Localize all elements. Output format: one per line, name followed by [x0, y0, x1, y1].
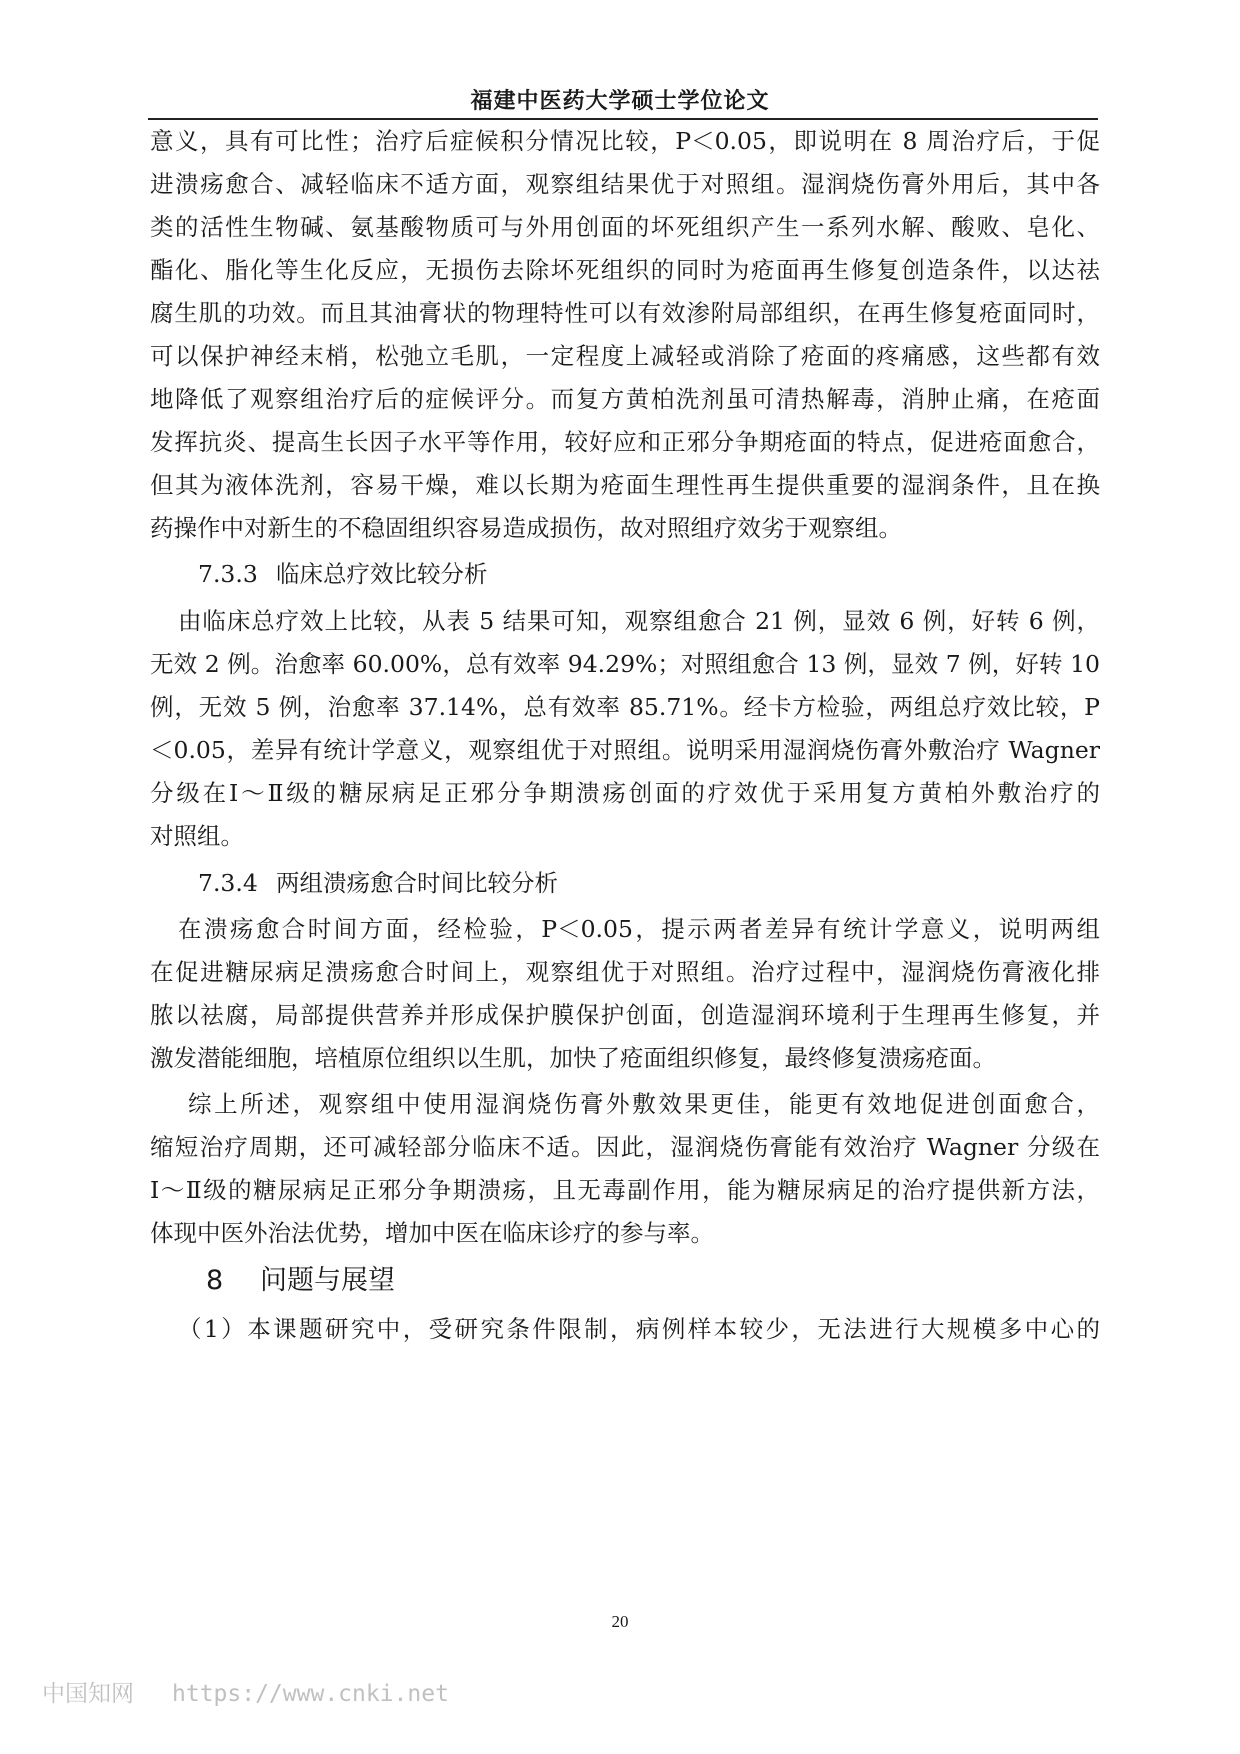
- paragraph-line: 药操作中对新生的不稳固组织容易造成损伤，故对照组疗效劣于观察组。: [150, 514, 902, 542]
- paragraph-line: 体现中医外治法优势，增加中医在临床诊疗的参与率。: [150, 1219, 714, 1247]
- paragraph-line: 缩短治疗周期，还可减轻部分临床不适。因此，湿润烧伤膏能有效治疗 Wagner 分级在: [150, 1133, 1100, 1161]
- section-number: 8: [206, 1265, 224, 1296]
- paragraph-line: （1）本课题研究中，受研究条件限制，病例样本较少，无法进行大规模多中心的: [178, 1315, 1100, 1343]
- paragraph-line: 地降低了观察组治疗后的症候评分。而复方黄柏洗剂虽可清热解毒，消肿止痛，在疮面: [150, 385, 1100, 413]
- watermark-site-name: 中国知网: [42, 1681, 134, 1707]
- paragraph-line: Ⅰ～Ⅱ级的糖尿病足正邪分争期溃疡，且无毒副作用，能为糖尿病足的治疗提供新方法，: [150, 1176, 1100, 1204]
- section-title: 临床总疗效比较分析: [276, 560, 488, 588]
- paragraph-line: 酯化、脂化等生化反应，无损伤去除坏死组织的同时为疮面再生修复创造条件，以达祛: [150, 256, 1100, 284]
- cnki-watermark: [42, 1675, 449, 1708]
- section-number: 7.3.4: [198, 869, 258, 897]
- paragraph-line: 但其为液体洗剂，容易干燥，难以长期为疮面生理性再生提供重要的湿润条件，且在换: [150, 471, 1100, 499]
- section-heading-8: [206, 1261, 395, 1301]
- header-rule: [148, 118, 1098, 120]
- paragraph-line: 进溃疡愈合、减轻临床不适方面，观察组结果优于对照组。湿润烧伤膏外用后，其中各: [150, 170, 1100, 198]
- paragraph-line: 由临床总疗效上比较，从表 5 结果可知，观察组愈合 21 例，显效 6 例，好转 6 例，: [178, 607, 1100, 635]
- paragraph-line: 腐生肌的功效。而且其油膏状的物理特性可以有效渗附局部组织，在再生修复疮面同时，: [150, 299, 1100, 327]
- paragraph-line: 类的活性生物碱、氨基酸物质可与外用创面的坏死组织产生一系列水解、酸败、皂化、: [150, 213, 1100, 241]
- paragraph-line: 可以保护神经末梢，松弛立毛肌，一定程度上减轻或消除了疮面的疼痛感，这些都有效: [150, 342, 1100, 370]
- paragraph-line: 发挥抗炎、提高生长因子水平等作用，较好应和正邪分争期疮面的特点，促进疮面愈合，: [150, 428, 1100, 456]
- paragraph-line: 综上所述，观察组中使用湿润烧伤膏外敷效果更佳，能更有效地促进创面愈合，: [188, 1090, 1100, 1118]
- page-number: 20: [611, 1612, 629, 1631]
- paragraph-line: 在促进糖尿病足溃疡愈合时间上，观察组优于对照组。治疗过程中，湿润烧伤膏液化排: [150, 958, 1100, 986]
- section-heading-7-3-3: [198, 556, 488, 592]
- paragraph-line: 对照组。: [150, 822, 244, 850]
- section-number: 7.3.3: [198, 560, 258, 588]
- watermark-url: https://www.cnki.net: [172, 1681, 449, 1707]
- page-header-title: 福建中医药大学硕士学位论文: [470, 88, 770, 114]
- section-heading-7-3-4: [198, 865, 558, 901]
- paragraph-line: 在溃疡愈合时间方面，经检验，P＜0.05，提示两者差异有统计学意义，说明两组: [178, 915, 1100, 943]
- paragraph-line: 激发潜能细胞，培植原位组织以生肌，加快了疮面组织修复，最终修复溃疡疮面。: [150, 1044, 996, 1072]
- paragraph-line: ＜0.05，差异有统计学意义，观察组优于对照组。说明采用湿润烧伤膏外敷治疗 Wagner: [150, 736, 1100, 764]
- section-title: 问题与展望: [260, 1265, 395, 1296]
- paragraph-line: 意义，具有可比性；治疗后症候积分情况比较，P＜0.05，即说明在 8 周治疗后，于促: [150, 127, 1100, 155]
- paragraph-line: 无效 2 例。治愈率 60.00%，总有效率 94.29%；对照组愈合 13 例，显效 7 例，好转 10: [150, 650, 1100, 678]
- section-title: 两组溃疡愈合时间比较分析: [276, 869, 558, 897]
- paragraph-line: 例，无效 5 例，治愈率 37.14%，总有效率 85.71%。经卡方检验，两组总疗效比较，P: [150, 693, 1100, 721]
- paragraph-line: 脓以祛腐，局部提供营养并形成保护膜保护创面，创造湿润环境利于生理再生修复，并: [150, 1001, 1100, 1029]
- paragraph-line: 分级在Ⅰ～Ⅱ级的糖尿病足正邪分争期溃疡创面的疗效优于采用复方黄柏外敷治疗的: [150, 779, 1100, 807]
